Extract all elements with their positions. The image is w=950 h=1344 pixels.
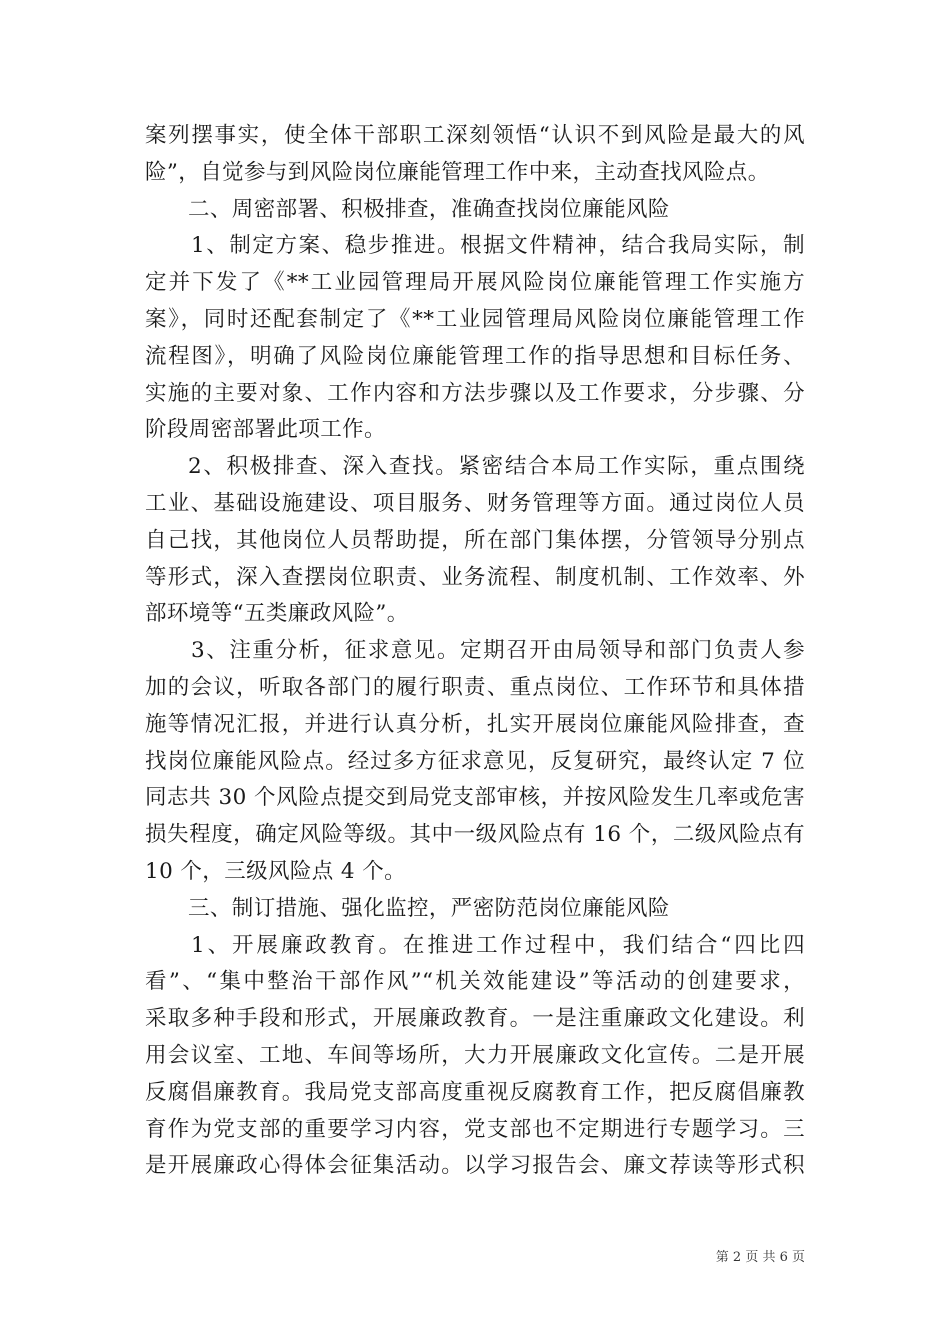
text-line: 等形式，深入查摆岗位职责、业务流程、制度机制、工作效率、外	[145, 564, 805, 590]
text-line: 反腐倡廉教育。我局党支部高度重视反腐教育工作，把反腐倡廉教	[145, 1079, 805, 1105]
text-line: 找岗位廉能风险点。经过多方征求意见，反复研究，最终认定 7 位	[145, 748, 805, 774]
text-line: 是开展廉政心得体会征集活动。以学习报告会、廉文荐读等形式积	[145, 1153, 805, 1179]
text-line: 流程图》，明确了风险岗位廉能管理工作的指导思想和目标任务、	[145, 343, 805, 369]
text-line: 3、注重分析，征求意见。定期召开由局领导和部门负责人参	[191, 638, 805, 664]
text-line: 定并下发了《**工业园管理局开展风险岗位廉能管理工作实施方	[145, 270, 805, 296]
text-line: 损失程度，确定风险等级。其中一级风险点有 16 个，二级风险点有	[145, 822, 805, 848]
text-line: 育作为党支部的重要学习内容，党支部也不定期进行专题学习。三	[145, 1116, 805, 1142]
text-line: 自己找，其他岗位人员帮助提，所在部门集体摆，分管领导分别点	[145, 527, 805, 553]
text-line: 1、制定方案、稳步推进。根据文件精神，结合我局实际，制	[191, 233, 805, 259]
text-line: 用会议室、工地、车间等场所，大力开展廉政文化宣传。二是开展	[145, 1042, 805, 1068]
text-line: 1、开展廉政教育。在推进工作过程中，我们结合“四比四	[191, 932, 805, 958]
text-line: 10 个，三级风险点 4 个。	[145, 858, 407, 884]
section-heading: 二、周密部署、积极排查，准确查找岗位廉能风险	[188, 196, 670, 222]
text-line: 案列摆事实，使全体干部职工深刻领悟“认识不到风险是最大的风	[145, 123, 805, 148]
section-heading: 三、制订措施、强化监控，严密防范岗位廉能风险	[188, 895, 670, 921]
text-line: 加的会议，听取各部门的履行职责、重点岗位、工作环节和具体措	[145, 674, 805, 700]
document-body	[145, 118, 805, 1185]
text-line: 采取多种手段和形式，开展廉政教育。一是注重廉政文化建设。利	[145, 1006, 805, 1032]
text-line: 阶段周密部署此项工作。	[145, 417, 386, 443]
text-line: 实施的主要对象、工作内容和方法步骤以及工作要求，分步骤、分	[145, 380, 805, 406]
text-line: 案》，同时还配套制定了《**工业园管理局风险岗位廉能管理工作	[145, 306, 805, 332]
text-line: 同志共 30 个风险点提交到局党支部审核，并按风险发生几率或危害	[145, 785, 805, 811]
text-line: 看”、“集中整治干部作风”“机关效能建设”等活动的创建要求，	[145, 969, 805, 995]
text-line: 施等情况汇报，并进行认真分析，扎实开展岗位廉能风险排查，查	[145, 711, 805, 737]
text-line: 工业、基础设施建设、项目服务、财务管理等方面。通过岗位人员	[145, 490, 805, 516]
text-line: 部环境等“五类廉政风险”。	[145, 601, 409, 627]
text-line: 2、积极排查、深入查找。紧密结合本局工作实际，重点围绕	[188, 454, 805, 480]
text-line: 险”，自觉参与到风险岗位廉能管理工作中来，主动查找风险点。	[145, 159, 770, 185]
page-number: 第 2 页 共 6 页	[715, 1250, 805, 1265]
